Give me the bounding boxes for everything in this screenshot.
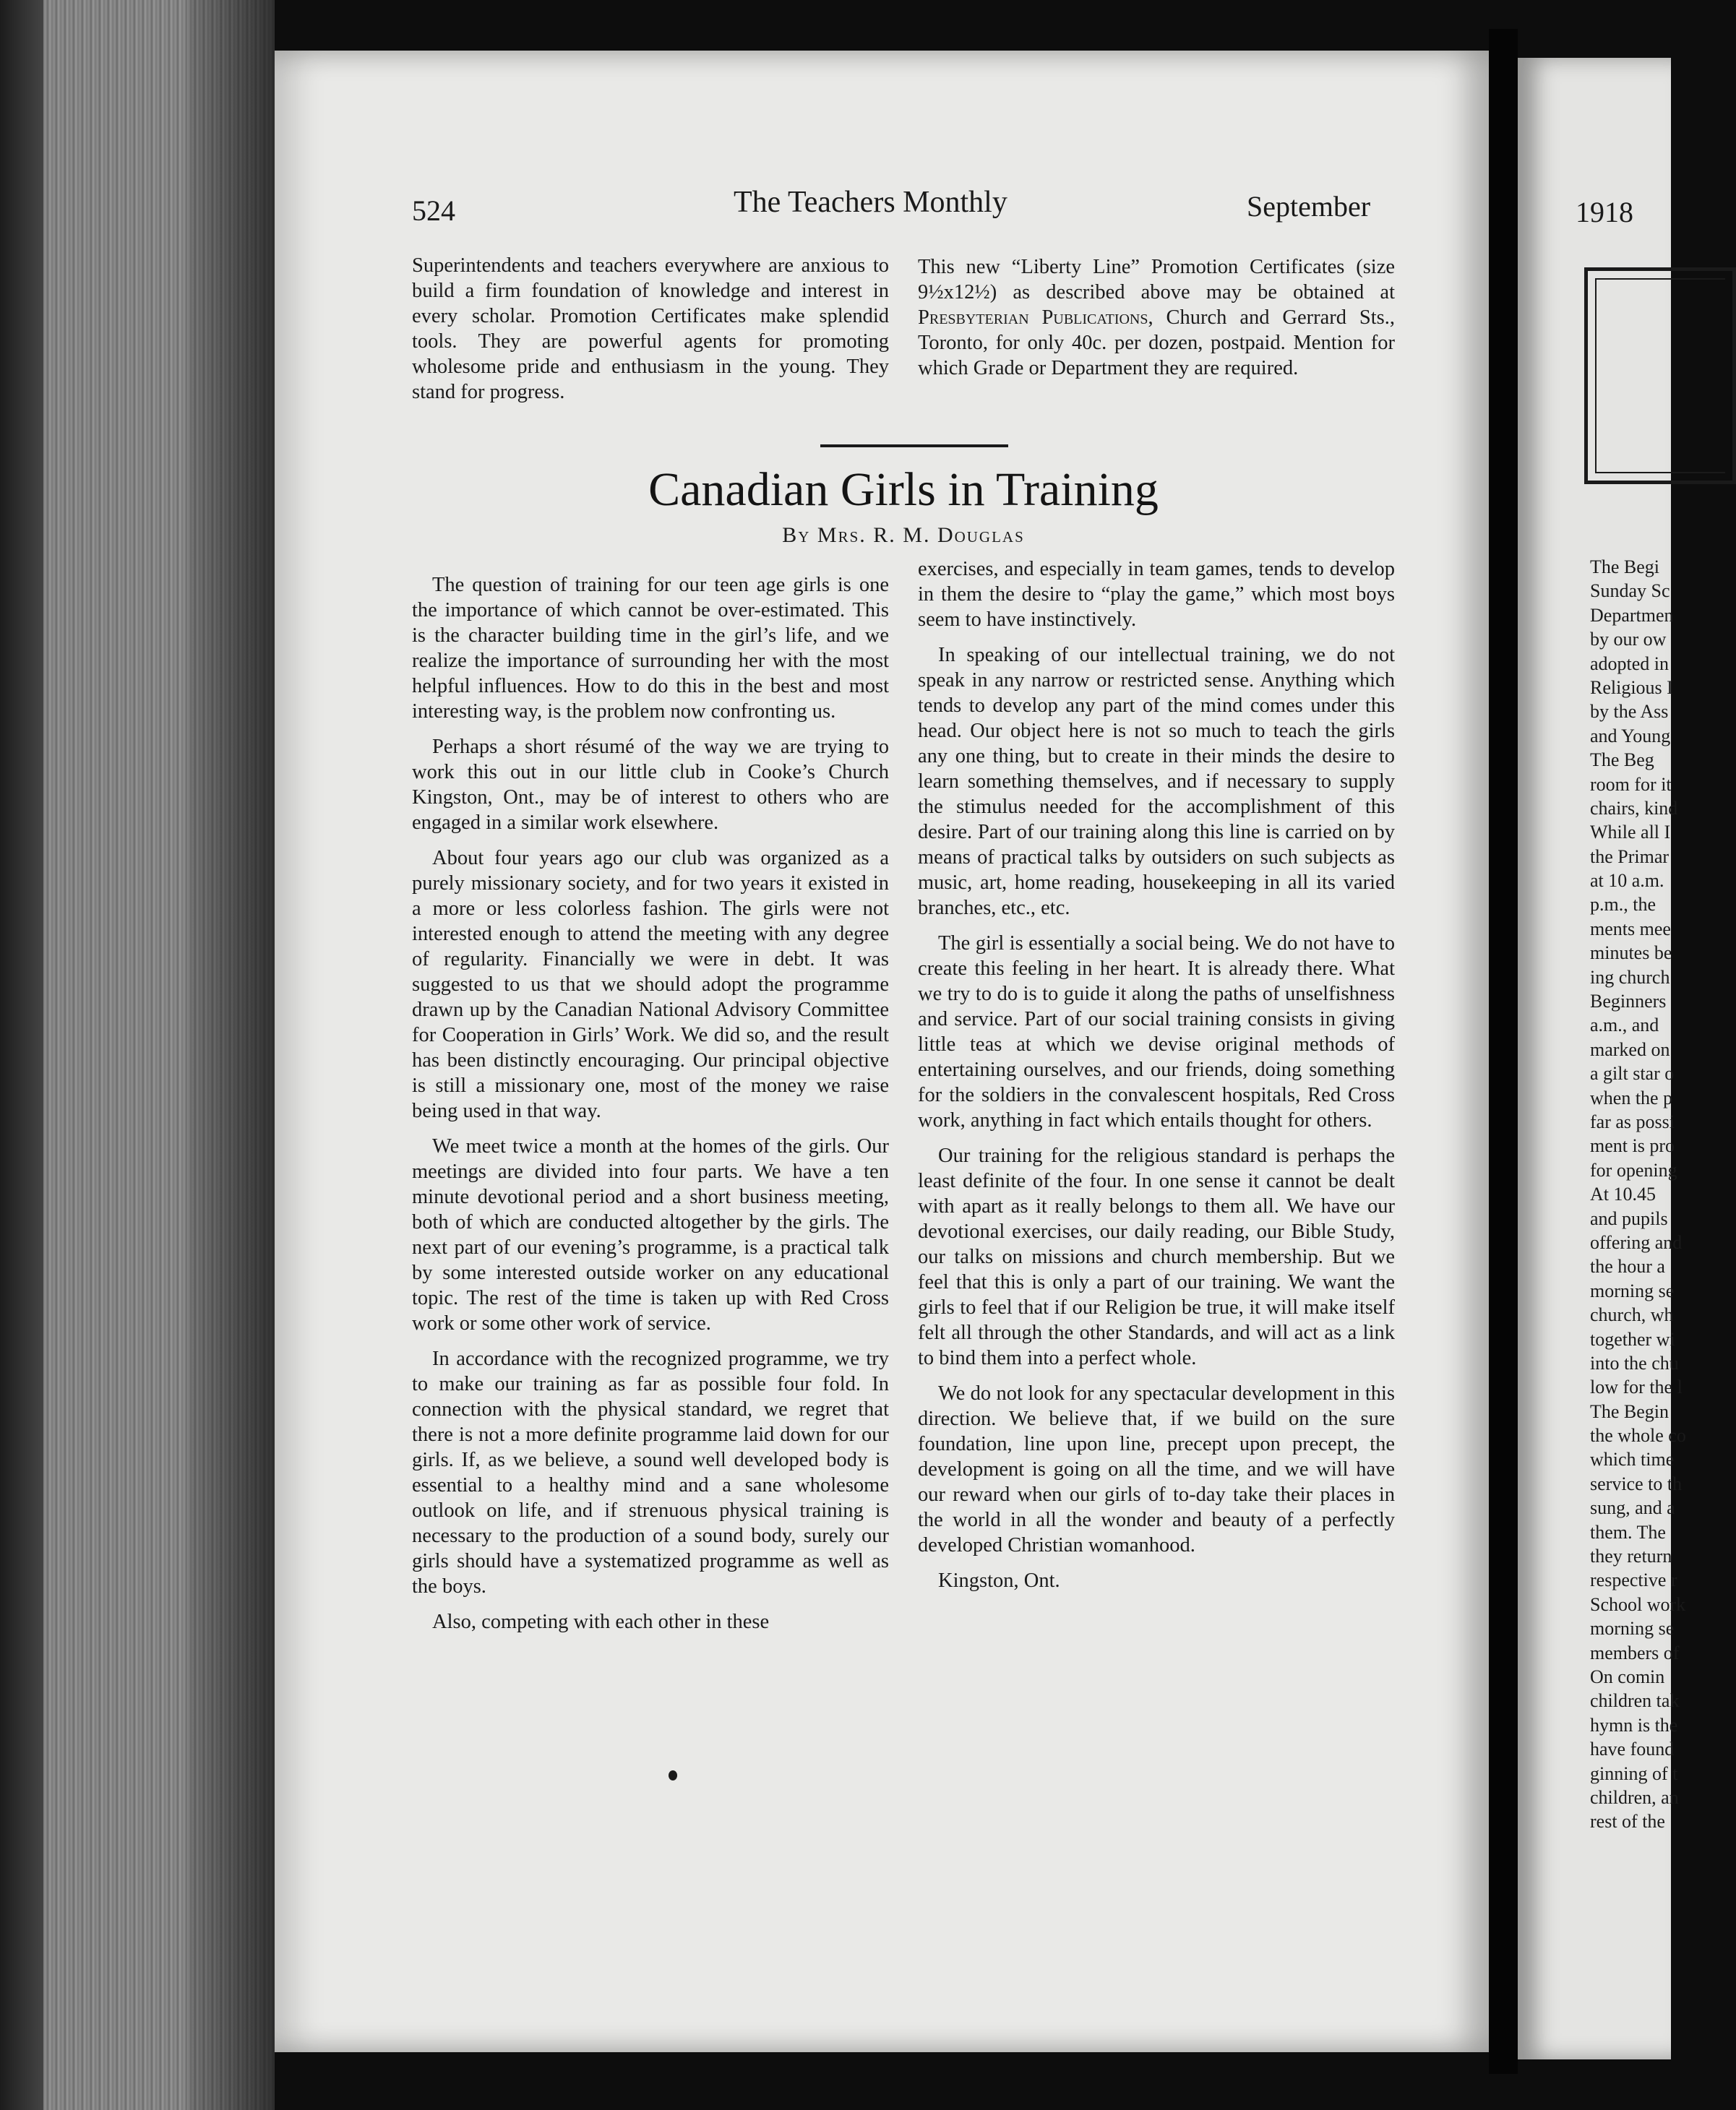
- promo-text-left: [412, 253, 889, 405]
- next-page-line: morning se: [1590, 1280, 1675, 1301]
- article-column-left: [412, 572, 889, 1645]
- next-page-line: morning se: [1590, 1618, 1675, 1640]
- promo-text-right: [918, 254, 1395, 381]
- next-page-line: ment is pro: [1590, 1135, 1675, 1157]
- next-page-line: at 10 a.m.: [1590, 870, 1664, 892]
- next-page-line: low for the l: [1590, 1377, 1683, 1398]
- next-page-line: On comin: [1590, 1666, 1665, 1687]
- next-page-line: At 10.45: [1590, 1184, 1656, 1205]
- next-page-line: sung, and a: [1590, 1497, 1675, 1519]
- article-paragraph: In speaking of our intellectual training, we do not speak in any narrow or restricted sense. Anything which tends to develop any part of the mind comes under this head. Our object here is not so much to teach the girls any one thing, but to create in their minds the desire to learn something themselves, and if necessary to supply the stimulus needed for the accomplishment of this desire. Part of our training along this line is carried on by means of practical talks by outsiders on such subjects as music, art, home reading, housekeeping in all its varied branches, etc., etc.: [918, 644, 1395, 919]
- next-page-line: p.m., the: [1590, 894, 1656, 916]
- month: September: [1247, 190, 1371, 223]
- next-page-line: The Begin: [1590, 1400, 1670, 1422]
- article-byline: By Mrs. R. M. Douglas: [782, 523, 1025, 547]
- next-page-line: the whole co: [1590, 1425, 1686, 1447]
- next-page-line: ing church: [1590, 966, 1670, 988]
- next-page-line: offering and: [1590, 1231, 1683, 1253]
- page-number: 524: [412, 194, 455, 227]
- next-page-line: when the p: [1590, 1087, 1673, 1108]
- next-page-line: ginning of t: [1590, 1762, 1678, 1784]
- next-page-line: by the Ass: [1590, 701, 1669, 723]
- promo-text-after: , Church and Gerrard Sts., Toronto, for only 40c. per dozen, postpaid. Mention for which Grade or Department they are required.: [918, 306, 1395, 379]
- next-page-line: church, wh: [1590, 1304, 1674, 1326]
- publisher-name: Presbyterian Publications: [918, 306, 1148, 329]
- next-page-line: them. The: [1590, 1521, 1666, 1543]
- next-page-line: While all I: [1590, 822, 1671, 843]
- next-page-line: Departmen: [1590, 604, 1674, 626]
- next-page-line: into the chu: [1590, 1352, 1679, 1374]
- next-page-line: the Primar: [1590, 845, 1670, 867]
- next-page-line: service to th: [1590, 1473, 1683, 1494]
- article-place: Kingston, Ont.: [938, 1569, 1060, 1592]
- article-paragraph: In accordance with the recognized programme, we try to make our training as far as possible four fold. In connection with the physical standard, we regret that there is not a more definite programme laid down for our girls. If, as we believe, a sound well developed body is essential to a healthy mind and a sane wholesome outlook on life, and if strenuous physical training is necessary to the production of a sound body, surely our girls should have a systematized programme as well as the boys.: [412, 1348, 889, 1598]
- next-page-line: hymn is the: [1590, 1714, 1678, 1736]
- promo-paragraph-left: Superintendents and teachers everywhere are anxious to build a firm foundation of knowledge and interest in every scholar. Promotion Certificates make splendid tools. They are powerful agents for promoting wholesome pride and enthusiasm in the young. They stand for progress.: [412, 254, 889, 403]
- next-page-line: by our ow: [1590, 629, 1667, 650]
- next-page-line: Beginners: [1590, 991, 1667, 1012]
- journal-title: The Teachers Monthly: [734, 186, 1007, 219]
- right-page-fragment: [1518, 58, 1686, 2059]
- next-page-header: 1918: [1576, 196, 1633, 228]
- next-page-line: and pupils: [1590, 1207, 1668, 1229]
- book-gutter: [1489, 29, 1518, 2074]
- next-page-line: a gilt star o: [1590, 1063, 1675, 1085]
- next-page-text-fragments: [1590, 555, 1686, 1834]
- next-page-line: Religious I: [1590, 676, 1673, 698]
- section-rule: [820, 444, 1008, 447]
- article-paragraph: Our training for the religious standard is perhaps the least definite of the four. In one sense it cannot be dealt with apart as it really belongs to them all. We have our devotional exercises, our daily reading, our Bible Study, our talks on missions and church membership. But we feel that this is only a part of our training. We want the girls to feel that if our Religion be true, it will make itself felt all through the other Standards, and will act as a link to bind them into a perfect whole.: [918, 1145, 1395, 1369]
- next-page-line: children, an: [1590, 1786, 1679, 1808]
- article-paragraph: The question of training for our teen age girls is one the importance of which cannot be over-estimated. This is the character building time in the girl’s life, and we realize the importance of surrounding her with the most helpful influences. How to do this in the best and most interesting way, is the problem now confronting us.: [412, 574, 889, 723]
- promo-text-before: This new “Liberty Line” Promotion Certificates (size 9½x12½) as described above may be obtained at: [918, 256, 1395, 303]
- next-page-line: respective r: [1590, 1569, 1677, 1591]
- article-column-right: [918, 556, 1395, 1603]
- next-page-line: far as possi: [1590, 1111, 1675, 1132]
- next-page-line: room for it: [1590, 773, 1672, 795]
- article-paragraph: We meet twice a month at the homes of the girls. Our meetings are divided into four parts. We have a ten minute devotional period and a short business meeting, both of which are conducted altogether by the girls. The next part of our evening’s programme, is a practical talk by some interested outside worker on any educational topic. The rest of the time is taken up with Red Cross work or some other work of service.: [412, 1135, 889, 1335]
- next-page-line: ments mee: [1590, 918, 1671, 939]
- article-paragraph: We do not look for any spectacular development in this direction. We believe that, if we build on the sure foundation, line upon line, precept upon precept, the development is going on all the time, and we will have our reward when our girls of to-day take their places in the world in all the wonder and beauty of a perfectly developed Christian womanhood.: [918, 1382, 1395, 1556]
- next-page-line: have found: [1590, 1739, 1675, 1760]
- next-page-line: rest of the: [1590, 1811, 1665, 1833]
- binding-shadow: [188, 0, 275, 2110]
- next-page-line: chairs, kind: [1590, 797, 1678, 819]
- article-paragraph: exercises, and especially in team games, tends to develop in them the desire to “play the game,” which most boys seem to have instinctively.: [918, 558, 1395, 631]
- next-page-line: School work: [1590, 1593, 1686, 1615]
- next-page-line: Sunday Sc: [1590, 580, 1670, 602]
- article-paragraph: Perhaps a short résumé of the way we are trying to work this out in our little club in Cooke’s Church Kingston, Ont., may be of interest to others who are engaged in a similar work elsewhere.: [412, 736, 889, 834]
- next-page-line: for opening: [1590, 1159, 1677, 1181]
- next-page-line: members of: [1590, 1642, 1680, 1663]
- next-page-line: The Beg: [1590, 749, 1654, 771]
- next-page-line: children tak: [1590, 1690, 1680, 1712]
- article-paragraph: About four years ago our club was organized as a purely missionary society, and for two years it existed in a more or less colorless fashion. The girls were not interested enough to attend the meeting with any degree of regularity. Financially we were in debt. It was suggested to us that we should adopt the programme drawn up by the Canadian National Advisory Committee for Cooperation in Girls’ Work. We did so, and the result has been distinctly encouraging. Our principal objective is still a missionary one, most of the money we raise being used in that way.: [412, 847, 889, 1122]
- next-page-line: The Begi: [1590, 556, 1660, 577]
- next-page-box: [1584, 267, 1736, 484]
- next-page-line: adopted in: [1590, 653, 1670, 674]
- article-title: Canadian Girls in Training: [648, 463, 1159, 516]
- next-page-line: marked on: [1590, 1038, 1670, 1060]
- next-page-line: which time: [1590, 1449, 1675, 1470]
- article-paragraph: Also, competing with each other in these: [432, 1611, 770, 1633]
- next-page-line: together wi: [1590, 1328, 1675, 1350]
- page-dot: [669, 1770, 677, 1780]
- article-paragraph: The girl is essentially a social being. We do not have to create this feeling in her heart. It is already there. What we try to do is to guide it along the paths of unselfishness and service. Part of our social training consists in giving little teas at which we devise original methods of entertaining ourselves, and our friends, doing something for the soldiers in the convalescent hospitals, Red Cross work, anything in fact which entails thought for others.: [918, 932, 1395, 1132]
- next-page-line: a.m., and: [1590, 1015, 1659, 1036]
- next-page-line: the hour a: [1590, 1256, 1665, 1278]
- next-page-line: minutes be: [1590, 942, 1672, 964]
- next-page-line: and Young: [1590, 725, 1671, 746]
- promo-paragraph-right: [918, 254, 1395, 381]
- next-page-line: they return: [1590, 1546, 1672, 1567]
